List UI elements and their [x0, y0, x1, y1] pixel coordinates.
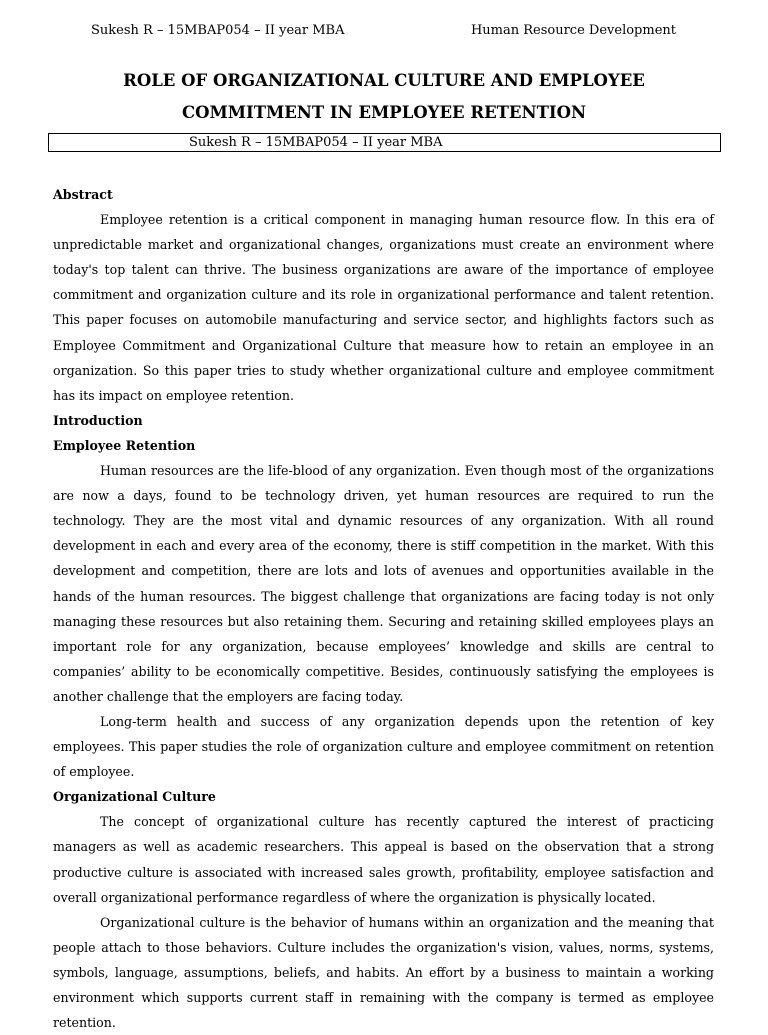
organizational-culture-heading: Organizational Culture: [53, 789, 216, 805]
title-line-2: COMMITMENT IN EMPLOYEE RETENTION: [181, 103, 587, 122]
introduction-heading: Introduction: [53, 412, 143, 428]
employee-retention-paragraph-1: Human resources are the life-blood of any organization. Even though most of the organizations are now a days, found to be technology driven, yet human resources are required to run the technology. They are the most vital and dynamic resources of any organization. With all round development in each and every area of the economy, there is stiff competition in the market. With this development and competition, there are lots and lots of avenues and opportunities available in the hands of the human resources. The biggest challenge that organizations are facing today is not only managing these resources but also retaining them. Securing and retaining skilled employees plays an important role for any organization, because employees’ knowledge and skills are central to companies’ ability to be economically competitive. Besides, continuously satisfying the employees is another challenge that the employers are facing today.: [53, 463, 714, 704]
author-box: Sukesh R – 15MBAP054 – II year MBA: [48, 133, 721, 152]
running-header: [91, 22, 676, 42]
header-author: Sukesh R – 15MBAP054 – II year MBA: [91, 23, 345, 38]
body-text: [53, 182, 714, 1035]
title-line-1: ROLE OF ORGANIZATIONAL CULTURE AND EMPLOYEE: [123, 71, 645, 90]
paper-title: [40, 65, 728, 129]
organizational-culture-paragraph-1: The concept of organizational culture has recently captured the interest of practicing managers as well as academic researchers. This appeal is based on the observation that a strong productive culture is associated with increased sales growth, profitability, employee satisfaction and overall organizational performance regardless of where the organization is physically located.: [53, 814, 714, 905]
abstract-paragraph: Employee retention is a critical component in managing human resource flow. In this era of unpredictable market and organizational changes, organizations must create an environment where today's top talent can thrive. The business organizations are aware of the importance of employee commitment and organization culture and its role in organizational performance and talent retention. This paper focuses on automobile manufacturing and service sector, and highlights factors such as Employee Commitment and Organizational Culture that measure how to retain an employee in an organization. So this paper tries to study whether organizational culture and employee commitment has its impact on employee retention.: [53, 212, 714, 403]
employee-retention-heading: Employee Retention: [53, 437, 196, 453]
header-subject: Human Resource Development: [470, 23, 676, 38]
organizational-culture-paragraph-2: Organizational culture is the behavior of humans within an organization and the meaning that people attach to those behaviors. Culture includes the organization's vision, values, norms, systems, symbols, language, assumptions, beliefs, and habits. An effort by a business to maintain a working environment which supports current staff in remaining with the company is termed as employee retention.: [53, 914, 714, 1031]
abstract-heading: Abstract: [53, 187, 113, 202]
employee-retention-paragraph-2: Long-term health and success of any organization depends upon the retention of key employees. This paper studies the role of organization culture and employee commitment on retention of employee.: [53, 713, 714, 780]
